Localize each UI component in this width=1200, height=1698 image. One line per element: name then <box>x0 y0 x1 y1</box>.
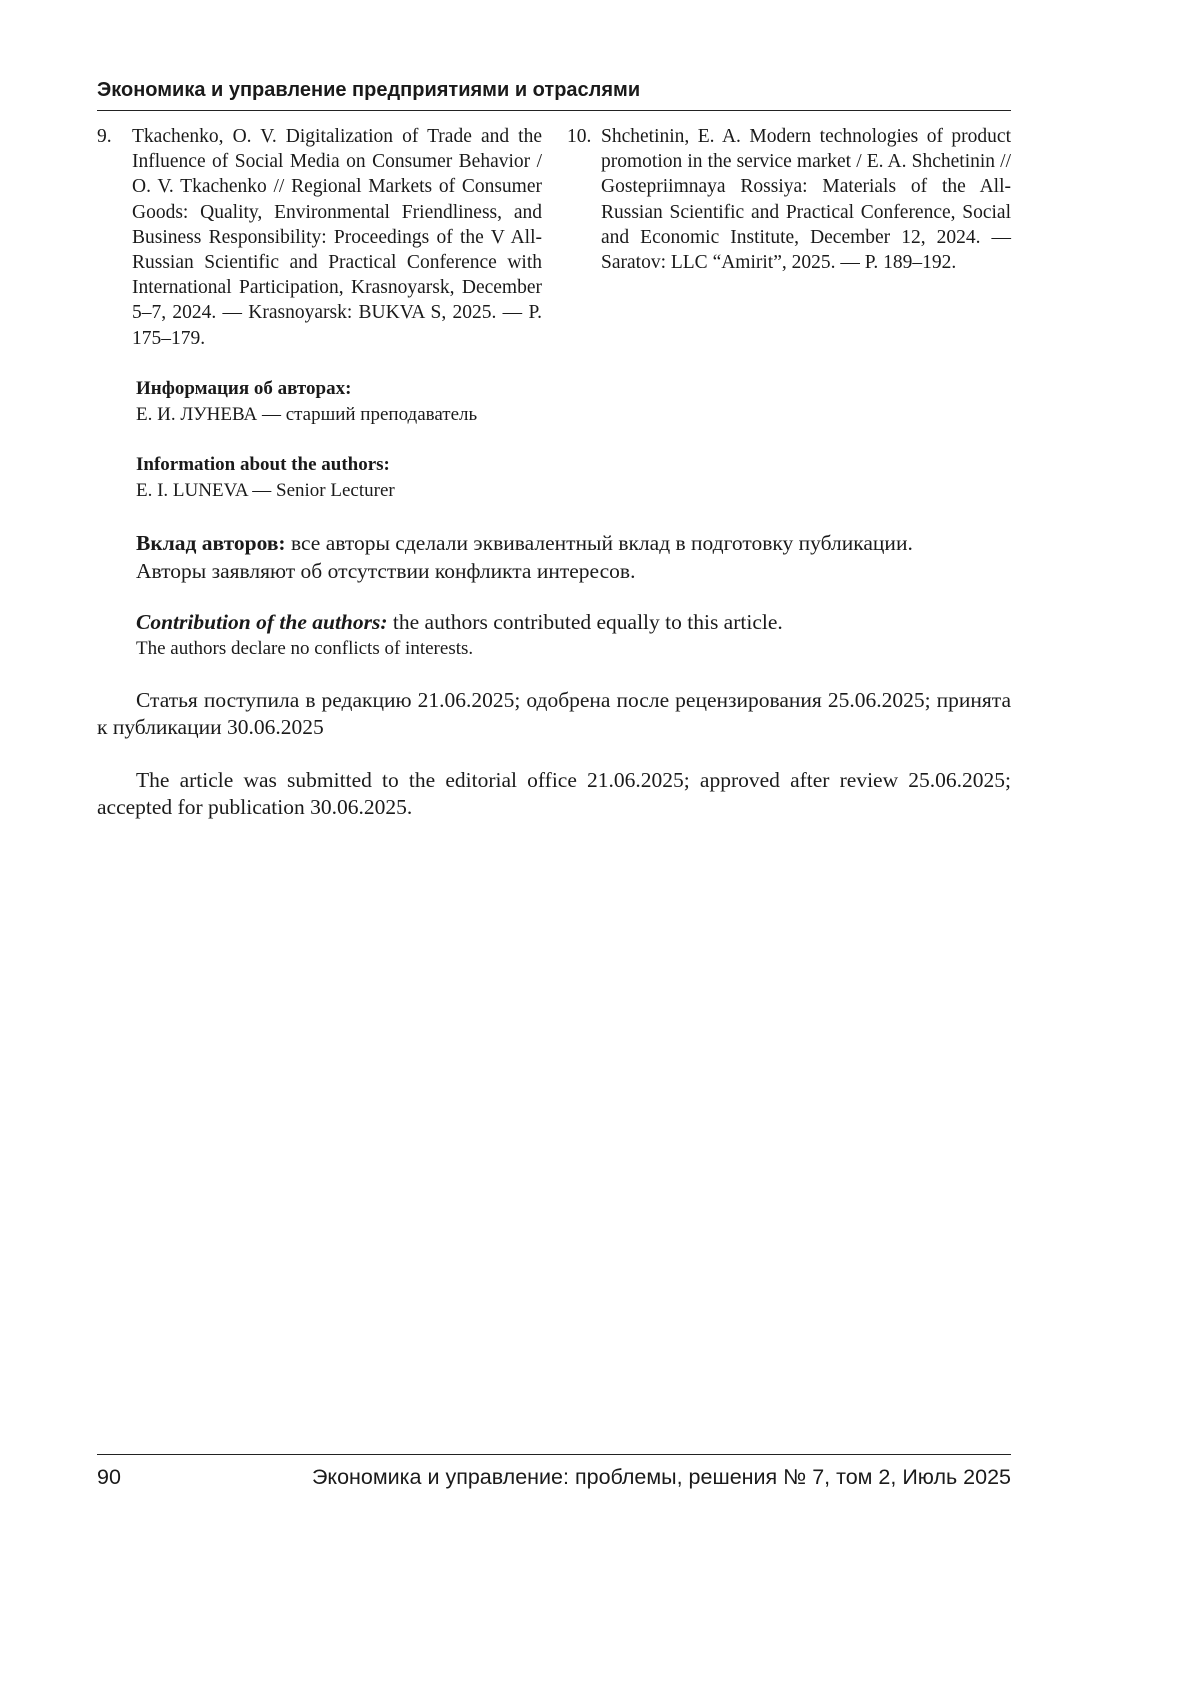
page-number: 90 <box>97 1465 121 1489</box>
running-head-title: Экономика и управление предприятиями и отраслями <box>97 76 1011 111</box>
contribution-en <box>136 608 1016 661</box>
contribution-statement <box>136 608 1016 636</box>
authors-info-en <box>136 452 996 503</box>
contribution-label: Вклад авторов: <box>136 531 286 555</box>
reference-item <box>97 124 542 351</box>
contribution-text: the authors contributed equally to this article. <box>387 610 783 634</box>
contribution-text: все авторы сделали эквивалентный вклад в подготовку публикации. <box>285 531 913 555</box>
article-dates-en <box>97 767 1011 821</box>
authors-info-heading: Информация об авторах: <box>136 378 352 399</box>
reference-text: Tkachenko, O. V. Digitalization of Trade and the Influence of Social Media on Consumer Behavior / O. V. Tkachenko // Regional Markets of Consumer Goods: Quality, Environmental Friendliness, and Business Responsibility: Proceedings of the V All-Russian Scientific and Practical Conference with International Participation, Krasnoyarsk, December 5–7, 2024. — Krasnoyarsk: BUKVA S, 2025. — P. 175–179. <box>132 126 542 349</box>
contribution-statement <box>136 529 1016 557</box>
conflict-statement: The authors declare no conflicts of interests. <box>136 638 474 659</box>
contribution-label: Contribution of the authors: <box>136 610 388 634</box>
reference-item <box>567 124 1011 275</box>
reference-number: 9. <box>97 126 112 147</box>
reference-list <box>97 124 1011 354</box>
reference-number: 10. <box>567 126 592 147</box>
author-line: Е. И. ЛУНЕВА — старший преподаватель <box>136 403 478 425</box>
reference-text: Shchetinin, E. A. Modern technologies of product promotion in the service market / E. A. Shchetinin // Gostepriimnaya Rossiya: Materials of the All-Russian Scientific and Practical Conference, Social and Economic Institute, December 12, 2024. — Saratov: LLC “Amirit”, 2025. — P. 189–192. <box>601 126 1011 274</box>
authors-info-heading: Information about the authors: <box>136 454 390 475</box>
page-footer <box>97 1454 1011 1489</box>
journal-title: Экономика и управление: проблемы, решения № 7, том 2, Июль 2025 <box>311 1465 1011 1489</box>
author-line: E. I. LUNEVA — Senior Lecturer <box>136 479 395 501</box>
article-dates-ru <box>97 687 1011 741</box>
contribution-ru <box>136 529 1016 585</box>
conflict-statement: Авторы заявляют об отсутствии конфликта интересов. <box>136 559 636 583</box>
dates-text: Статья поступила в редакцию 21.06.2025; одобрена после рецензирования 25.06.2025; принята к публикации 30.06.2025 <box>97 688 1011 739</box>
authors-info-ru <box>136 376 996 427</box>
dates-text: The article was submitted to the editorial office 21.06.2025; approved after review 25.06.2025; accepted for publication 30.06.2025. <box>97 768 1011 819</box>
